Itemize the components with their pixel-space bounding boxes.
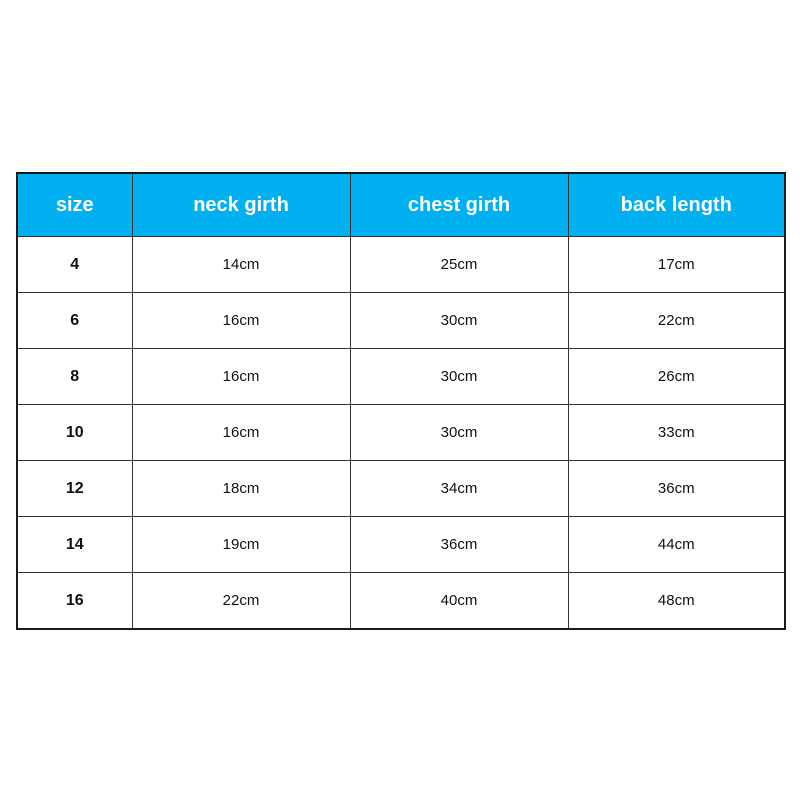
size-cell: 14 <box>17 517 132 573</box>
neck-girth-cell: 16cm <box>132 349 350 405</box>
table-row <box>17 349 785 405</box>
table-row <box>17 517 785 573</box>
neck-girth-cell: 18cm <box>132 461 350 517</box>
size-cell: 8 <box>17 349 132 405</box>
chest-girth-cell: 36cm <box>350 517 568 573</box>
header-back-length: back length <box>568 173 785 237</box>
table-row <box>17 237 785 293</box>
header-neck-girth: neck girth <box>132 173 350 237</box>
back-length-cell: 44cm <box>568 517 785 573</box>
neck-girth-cell: 22cm <box>132 573 350 630</box>
size-cell: 16 <box>17 573 132 630</box>
back-length-cell: 26cm <box>568 349 785 405</box>
chest-girth-cell: 40cm <box>350 573 568 630</box>
chest-girth-cell: 25cm <box>350 237 568 293</box>
size-chart-table <box>16 172 786 630</box>
neck-girth-cell: 16cm <box>132 293 350 349</box>
chest-girth-cell: 30cm <box>350 293 568 349</box>
back-length-cell: 33cm <box>568 405 785 461</box>
table-row <box>17 405 785 461</box>
size-cell: 4 <box>17 237 132 293</box>
back-length-cell: 22cm <box>568 293 785 349</box>
size-cell: 6 <box>17 293 132 349</box>
header-size: size <box>17 173 132 237</box>
table-row <box>17 573 785 630</box>
chest-girth-cell: 34cm <box>350 461 568 517</box>
neck-girth-cell: 16cm <box>132 405 350 461</box>
header-chest-girth: chest girth <box>350 173 568 237</box>
size-cell: 12 <box>17 461 132 517</box>
header-row <box>17 173 785 237</box>
back-length-cell: 17cm <box>568 237 785 293</box>
neck-girth-cell: 19cm <box>132 517 350 573</box>
table-row <box>17 293 785 349</box>
table-body <box>17 237 785 630</box>
table-header <box>17 173 785 237</box>
table-row <box>17 461 785 517</box>
chest-girth-cell: 30cm <box>350 349 568 405</box>
back-length-cell: 48cm <box>568 573 785 630</box>
size-cell: 10 <box>17 405 132 461</box>
chest-girth-cell: 30cm <box>350 405 568 461</box>
neck-girth-cell: 14cm <box>132 237 350 293</box>
back-length-cell: 36cm <box>568 461 785 517</box>
